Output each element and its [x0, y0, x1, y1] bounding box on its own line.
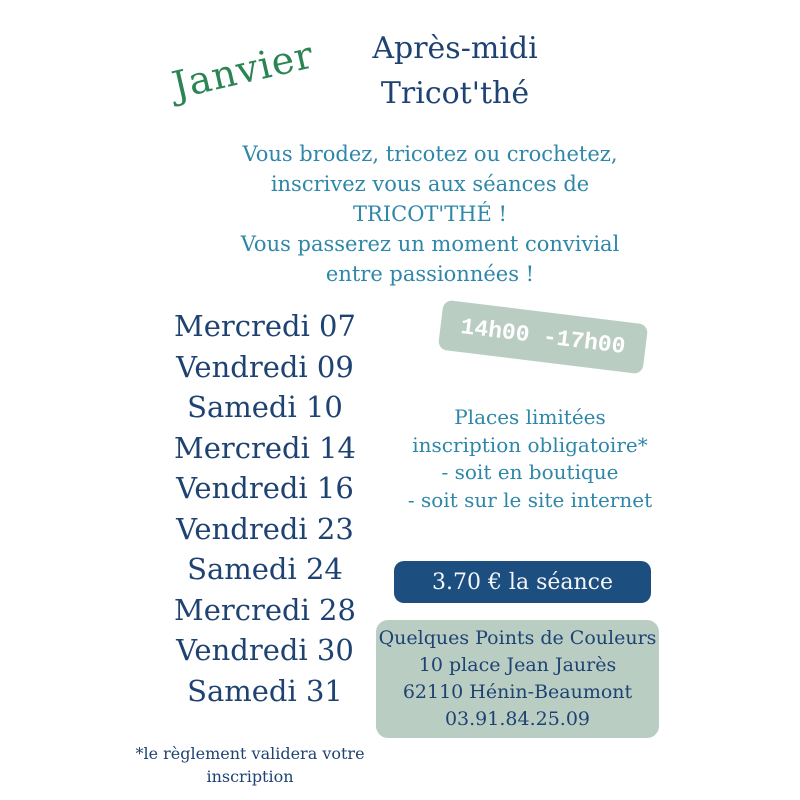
registration-info — [380, 404, 680, 514]
session-date: Vendredi 23 — [176, 511, 354, 546]
title-line-1: Après-midi — [372, 31, 538, 66]
session-date: Mercredi 28 — [174, 592, 356, 627]
session-date: Samedi 24 — [187, 552, 343, 586]
footnote-line-2: inscription — [206, 767, 294, 786]
shop-name: Quelques Points de Couleurs — [378, 627, 657, 649]
session-date: Vendredi 30 — [176, 633, 354, 667]
info-line: - soit en boutique — [441, 460, 619, 484]
info-line: inscription obligatoire* — [412, 432, 648, 457]
title-line-2: Tricot'thé — [380, 76, 530, 111]
footnote — [125, 742, 375, 788]
intro-line: Vous passerez un moment convivial — [240, 232, 620, 256]
phone-number: 03.91.84.25.09 — [444, 708, 591, 730]
session-date: Mercredi 14 — [174, 430, 356, 465]
address-line-2: 62110 Hénin-Beaumont — [402, 681, 633, 703]
intro-text — [170, 139, 690, 289]
session-date: Samedi 10 — [187, 390, 343, 424]
intro-line: TRICOT'THÉ ! — [353, 202, 507, 226]
info-line: Places limitées — [454, 405, 606, 429]
time-badge: 14h00 -17h00 — [438, 300, 649, 375]
session-date: Mercredi 07 — [174, 309, 356, 343]
intro-line: Vous brodez, tricotez ou crochetez, — [242, 142, 618, 166]
session-date: Samedi 31 — [187, 673, 343, 708]
session-date: Vendredi 16 — [176, 471, 354, 505]
month-label: Janvier — [168, 32, 318, 108]
footnote-line-1: *le règlement validera votre — [135, 744, 365, 763]
session-date-list — [145, 306, 385, 711]
address-line-1: 10 place Jean Jaurès — [418, 654, 617, 676]
session-date: Vendredi 09 — [176, 349, 354, 384]
intro-line: entre passionnées ! — [325, 262, 535, 286]
price-badge: 3.70 € la séance — [394, 561, 651, 603]
info-line: - soit sur le site internet — [407, 487, 653, 512]
page-title — [320, 26, 590, 116]
contact-card — [376, 620, 659, 738]
intro-line: inscrivez vous aux séances de — [270, 172, 590, 196]
